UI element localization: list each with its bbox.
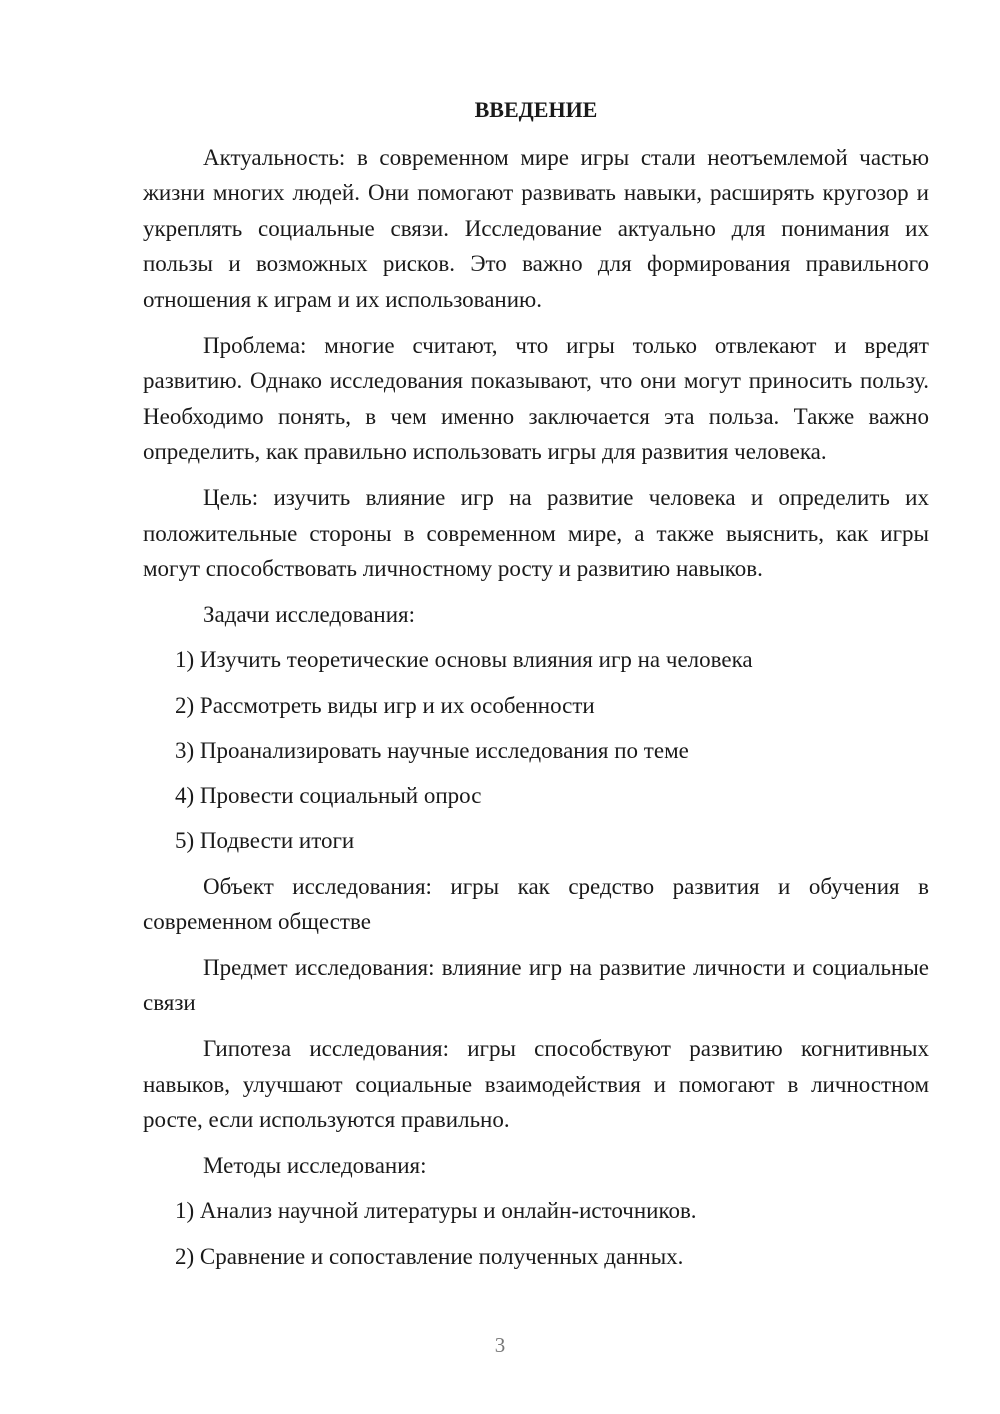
hypothesis-paragraph: Гипотеза исследования: игры способствуют развитию когнитивных навыков, улучшают социальные взаимодействия и помогают в личностном росте, если используются правильно. bbox=[143, 1036, 929, 1133]
page-title: ВВЕДЕНИЕ bbox=[474, 97, 598, 122]
problem-paragraph: Проблема: многие считают, что игры только отвлекают и вредят развитию. Однако исследования показывают, что они могут приносить пользу. Необходимо понять, в чем именно заключается эта польза. Также важно определить, как правильно использовать игры для развития человека. bbox=[143, 332, 929, 465]
methods-heading: Методы исследования: bbox=[203, 1152, 427, 1178]
tasks-heading: Задачи исследования: bbox=[203, 601, 416, 627]
goal-paragraph: Цель: изучить влияние игр на развитие человека и определить их положительные стороны в современном мире, а также выяснить, как игры могут способствовать личностному росту и развитию навыков. bbox=[143, 484, 929, 582]
list-item: 2) Сравнение и сопоставление полученных данных. bbox=[175, 1243, 684, 1269]
list-item: 3) Проанализировать научные исследования по теме bbox=[175, 737, 689, 763]
document-page bbox=[143, 92, 929, 1284]
subject-paragraph: Предмет исследования: влияние игр на развитие личности и социальные связи bbox=[143, 954, 929, 1016]
list-item: 4) Провести социальный опрос bbox=[175, 782, 482, 808]
list-item: 1) Анализ научной литературы и онлайн-источников. bbox=[175, 1198, 697, 1224]
page-number: 3 bbox=[494, 1333, 506, 1357]
list-item: 1) Изучить теоретические основы влияния игр на человека bbox=[175, 647, 753, 673]
list-item: 2) Рассмотреть виды игр и их особенности bbox=[175, 692, 595, 718]
object-paragraph: Объект исследования: игры как средство развития и обучения в современном обществе bbox=[143, 873, 929, 935]
methods-list bbox=[143, 1193, 929, 1274]
tasks-list bbox=[143, 642, 929, 858]
list-item: 5) Подвести итоги bbox=[175, 828, 355, 854]
relevance-paragraph: Актуальность: в современном мире игры стали неотъемлемой частью жизни многих людей. Они помогают развивать навыки, расширять кругозор и укреплять социальные связи. Исследование актуально для понимания их пользы и возможных рисков. Это важно для формирования правильного отношения к играм и их использованию. bbox=[143, 144, 929, 312]
